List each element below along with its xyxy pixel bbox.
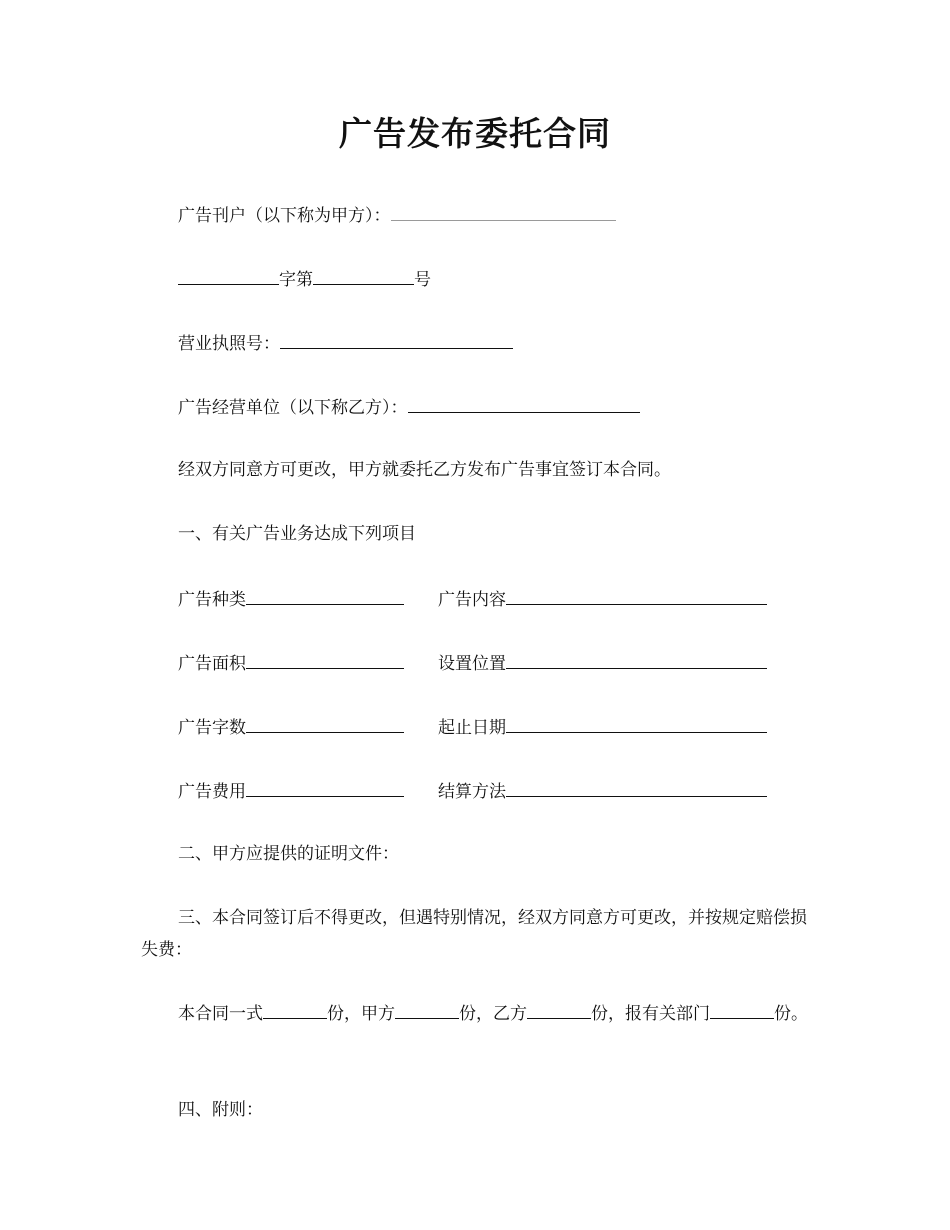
section-1-heading: 一、有关广告业务达成下列项目 bbox=[178, 524, 416, 544]
settlement-blank[interactable] bbox=[506, 778, 767, 797]
copies-fen-b: 份，乙方 bbox=[459, 1004, 527, 1024]
field-location bbox=[438, 650, 767, 676]
party-b-blank[interactable] bbox=[408, 394, 640, 413]
ad-fee-blank[interactable] bbox=[246, 778, 404, 797]
section-3-paragraph: 三、本合同签订后不得更改，但遇特别情况，经双方同意方可更改，并按规定赔偿损失费： bbox=[141, 908, 807, 960]
copies-party-b-blank[interactable] bbox=[527, 1000, 591, 1019]
party-a-line bbox=[178, 202, 616, 228]
party-a-blank[interactable] bbox=[391, 202, 616, 221]
section-4-heading: 四、附则： bbox=[178, 1100, 263, 1120]
word-count-label: 广告字数 bbox=[178, 718, 246, 738]
license-number-line bbox=[178, 266, 431, 292]
party-a-label: 广告刊户（以下称为甲方）： bbox=[178, 206, 391, 226]
copies-prefix: 本合同一式 bbox=[178, 1004, 263, 1024]
field-ad-fee bbox=[178, 778, 404, 804]
copies-party-a-blank[interactable] bbox=[395, 1000, 459, 1019]
field-ad-content bbox=[438, 586, 767, 612]
field-settlement bbox=[438, 778, 767, 804]
ad-area-blank[interactable] bbox=[246, 650, 404, 669]
word-count-blank[interactable] bbox=[246, 714, 404, 733]
ad-content-blank[interactable] bbox=[506, 586, 767, 605]
field-date-range bbox=[438, 714, 767, 740]
ad-content-label: 广告内容 bbox=[438, 590, 506, 610]
ad-area-label: 广告面积 bbox=[178, 654, 246, 674]
ad-fee-label: 广告费用 bbox=[178, 782, 246, 802]
ad-type-blank[interactable] bbox=[246, 586, 404, 605]
license-zi-label: 字第 bbox=[279, 270, 313, 290]
document-title: 广告发布委托合同 bbox=[339, 114, 611, 153]
location-label: 设置位置 bbox=[438, 654, 506, 674]
license-prefix-blank[interactable] bbox=[178, 266, 279, 285]
field-ad-type bbox=[178, 586, 404, 612]
business-license-blank[interactable] bbox=[280, 330, 513, 349]
copies-department-blank[interactable] bbox=[710, 1000, 774, 1019]
intro-paragraph: 经双方同意方可更改，甲方就委托乙方发布广告事宜签订本合同。 bbox=[178, 460, 671, 480]
field-word-count bbox=[178, 714, 404, 740]
party-b-line bbox=[178, 394, 640, 420]
party-b-label: 广告经营单位（以下称乙方）： bbox=[178, 398, 408, 418]
copies-paragraph bbox=[141, 998, 813, 1030]
copies-fen-a: 份，甲方 bbox=[327, 1004, 395, 1024]
business-license-label: 营业执照号： bbox=[178, 334, 280, 354]
field-ad-area bbox=[178, 650, 404, 676]
location-blank[interactable] bbox=[506, 650, 767, 669]
ad-type-label: 广告种类 bbox=[178, 590, 246, 610]
copies-end: 份。 bbox=[774, 1004, 808, 1024]
date-range-label: 起止日期 bbox=[438, 718, 506, 738]
section-2-heading: 二、甲方应提供的证明文件： bbox=[178, 844, 399, 864]
date-range-blank[interactable] bbox=[506, 714, 767, 733]
business-license-line bbox=[178, 330, 513, 356]
copies-total-blank[interactable] bbox=[263, 1000, 327, 1019]
license-number-blank[interactable] bbox=[313, 266, 414, 285]
settlement-label: 结算方法 bbox=[438, 782, 506, 802]
copies-fen-dept: 份，报有关部门 bbox=[591, 1004, 710, 1024]
license-hao-label: 号 bbox=[414, 270, 431, 290]
